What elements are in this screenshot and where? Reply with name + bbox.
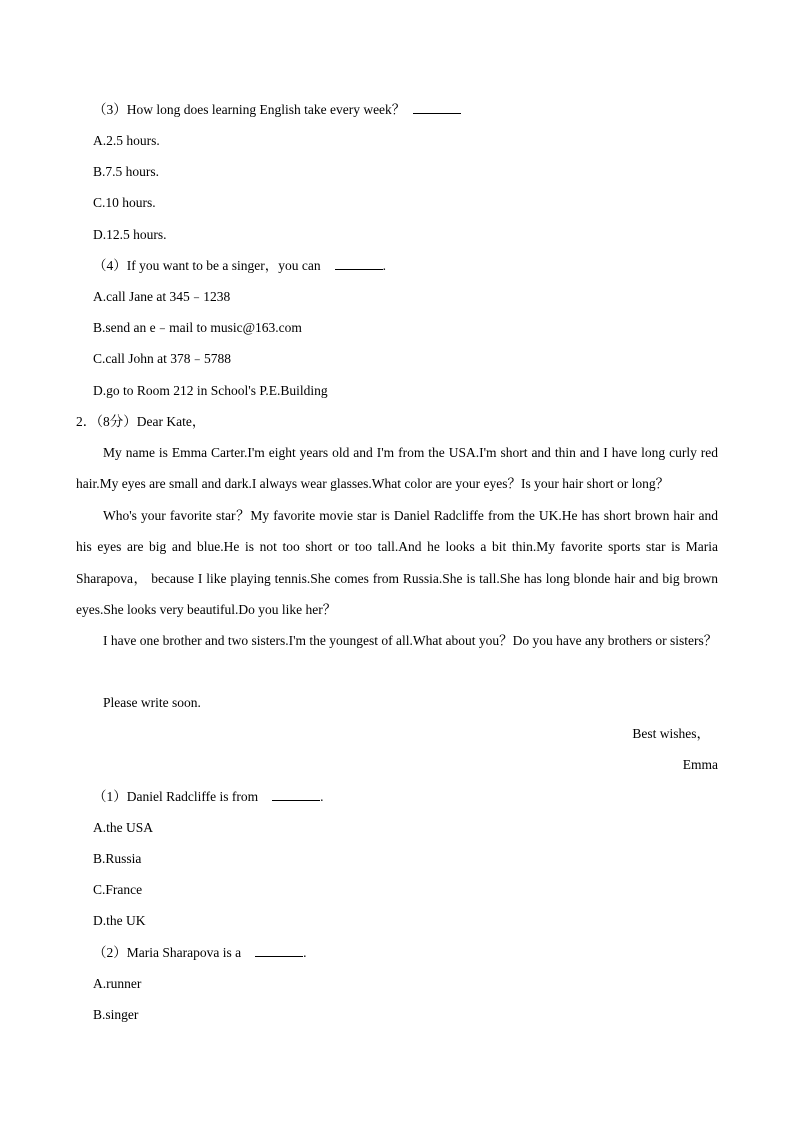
option-b: B.7.5 hours. bbox=[93, 164, 160, 179]
section-2-question-2 bbox=[93, 944, 306, 962]
letter-closing-line: Please write soon. bbox=[103, 695, 201, 710]
question-3-stem: （3）How long does learning English take every week？ bbox=[93, 102, 406, 117]
question-stem: （1）Daniel Radcliffe is from bbox=[93, 789, 259, 804]
letter-paragraph-3 bbox=[76, 625, 718, 656]
question-4 bbox=[93, 257, 386, 275]
answer-blank bbox=[335, 257, 383, 270]
option-a: A.call Jane at 345﹣1238 bbox=[93, 289, 231, 304]
answer-blank bbox=[272, 788, 320, 801]
option-a: A.the USA bbox=[93, 820, 153, 835]
option-d: D.12.5 hours. bbox=[93, 227, 167, 242]
option-b: B.send an e﹣mail to music@163.com bbox=[93, 320, 302, 335]
question-3 bbox=[93, 101, 461, 119]
option-b: B.Russia bbox=[93, 851, 142, 866]
answer-blank bbox=[413, 101, 461, 114]
letter-wishes: Best wishes， bbox=[632, 726, 710, 741]
question-stem: （2）Maria Sharapova is a bbox=[93, 945, 242, 960]
option-d: D.the UK bbox=[93, 913, 146, 928]
option-a: A.runner bbox=[93, 976, 142, 991]
letter-signature: Emma bbox=[682, 757, 718, 772]
option-b: B.singer bbox=[93, 1007, 139, 1022]
question-period: . bbox=[303, 945, 307, 960]
option-c: C.France bbox=[93, 882, 143, 897]
option-d: D.go to Room 212 in School's P.E.Building bbox=[93, 383, 328, 398]
option-c: C.10 hours. bbox=[93, 195, 156, 210]
paragraph-text: My name is Emma Carter.I'm eight years old and I'm from the USA.I'm short and thin and I have long curly red hair.My eyes are small and dark.I always wear glasses.What color are your eyes？Is your hair short or long？ bbox=[76, 445, 718, 492]
option-c: C.call John at 378﹣5788 bbox=[93, 351, 231, 366]
section-2-question-1 bbox=[93, 788, 323, 806]
question-4-period: . bbox=[382, 258, 386, 273]
option-a: A.2.5 hours. bbox=[93, 133, 160, 148]
letter-paragraph-2 bbox=[76, 500, 718, 625]
answer-blank bbox=[255, 944, 303, 957]
question-period: . bbox=[320, 789, 324, 804]
section-2-header: 2．（8分）Dear Kate， bbox=[76, 414, 206, 429]
paragraph-text: Who's your favorite star？My favorite movie star is Daniel Radcliffe from the UK.He has short brown hair and his eyes are big and blue.He is not too short or too tall.And he looks a bit thin.My favorite sports star is Maria Sharapova， because I like playing tennis.She comes from Russia.She is tall.She has long blonde hair and big brown eyes.She looks very beautiful.Do you like her？ bbox=[76, 508, 718, 617]
paragraph-text: I have one brother and two sisters.I'm the youngest of all.What about you？Do you have any brothers or sisters？ bbox=[103, 633, 718, 648]
letter-paragraph-1 bbox=[76, 437, 718, 500]
question-4-stem: （4）If you want to be a singer，you can bbox=[93, 258, 321, 273]
